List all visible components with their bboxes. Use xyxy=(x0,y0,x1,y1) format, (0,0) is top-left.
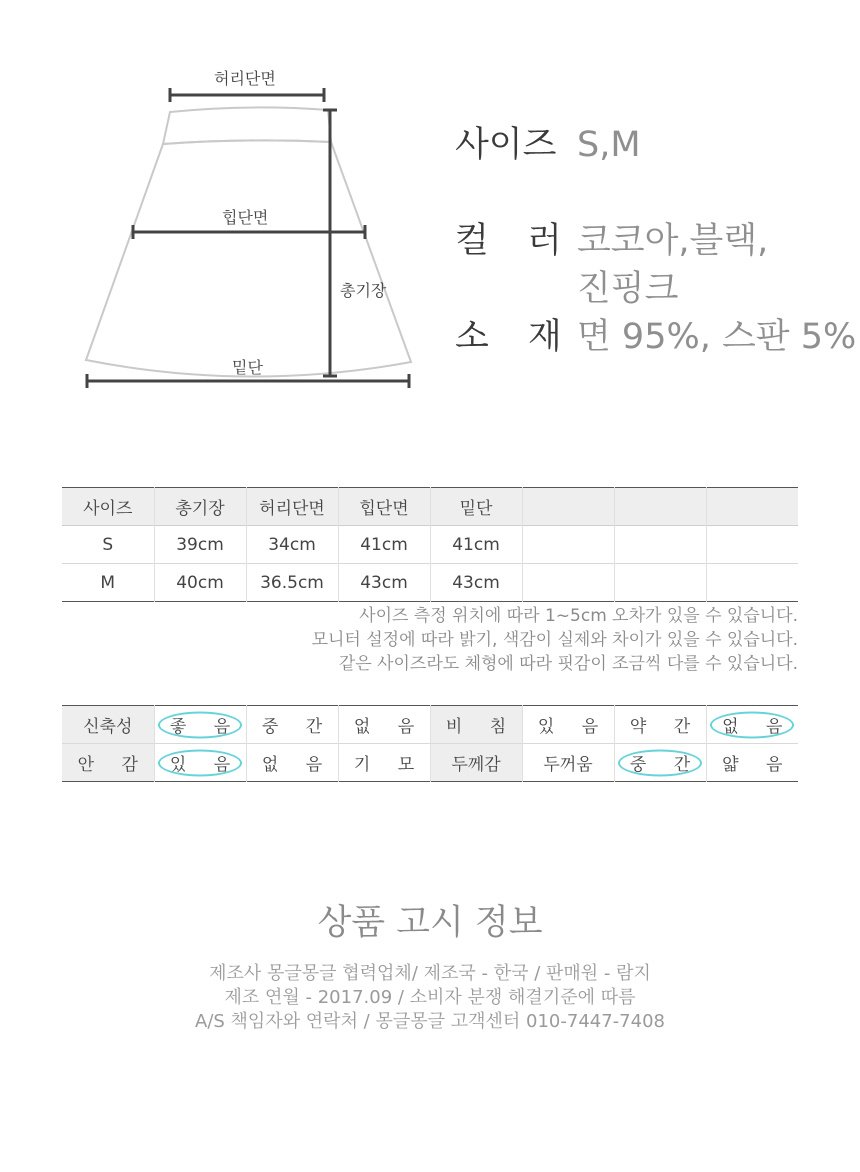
notice-line: 제조사 몽글몽글 협력업체/ 제조국 - 한국 / 판매원 - 람지 xyxy=(209,963,651,984)
feature-option-selected: 없 음 xyxy=(706,706,798,744)
size-cell: 36.5cm xyxy=(246,564,338,602)
size-cell: 41cm xyxy=(338,526,430,564)
spec-size-value: S,M xyxy=(577,125,641,165)
size-cell xyxy=(706,564,798,602)
spec-material-row xyxy=(455,310,856,364)
size-table-header xyxy=(62,488,798,526)
size-cell: 40cm xyxy=(154,564,246,602)
feature-option: 없 음 xyxy=(338,706,430,744)
spec-material-value: 면 95%, 스판 5% xyxy=(577,317,857,357)
size-cell xyxy=(614,526,706,564)
waist-measure-line xyxy=(170,88,324,102)
feature-table xyxy=(62,705,798,782)
feature-option-selected: 중 간 xyxy=(614,744,706,782)
spec-size-key: 사이즈 xyxy=(455,125,557,165)
size-cell: 43cm xyxy=(338,564,430,602)
feature-option: 없 음 xyxy=(246,744,338,782)
hem-label: 밑단 xyxy=(232,358,263,377)
spec-size-row xyxy=(455,118,641,172)
size-header-cell: 총기장 xyxy=(154,488,246,526)
notice-line: A/S 책임자와 연락처 / 몽글몽글 고객센터 010-7447-7408 xyxy=(195,1011,665,1032)
size-cell: 43cm xyxy=(430,564,522,602)
size-cell: 39cm xyxy=(154,526,246,564)
spec-color-value-line2: 진핑크 xyxy=(577,269,679,309)
size-cell xyxy=(522,526,614,564)
size-table xyxy=(62,487,798,602)
waist-label: 허리단면 xyxy=(214,69,276,88)
size-notes xyxy=(312,604,798,676)
size-cell: 41cm xyxy=(430,526,522,564)
note-line: 같은 사이즈라도 체형에 따라 핏감이 조금씩 다를 수 있습니다. xyxy=(338,654,798,674)
size-header-cell: 밑단 xyxy=(430,488,522,526)
size-cell xyxy=(614,564,706,602)
spec-color-row xyxy=(455,214,768,268)
length-label: 총기장 xyxy=(340,281,387,300)
spec-color-value-line1: 코코아,블랙, xyxy=(577,221,769,261)
feature-option-selected: 좋 음 xyxy=(154,706,246,744)
spec-material-key: 소 재 xyxy=(455,317,562,357)
table-row xyxy=(62,526,798,564)
feature-label-sheer: 비 침 xyxy=(430,706,522,744)
size-cell: M xyxy=(62,564,154,602)
feature-option: 약 간 xyxy=(614,706,706,744)
note-line: 모니터 설정에 따라 밝기, 색감이 실제와 차이가 있을 수 있습니다. xyxy=(311,630,798,650)
size-header-cell xyxy=(614,488,706,526)
table-row xyxy=(62,564,798,602)
size-cell: S xyxy=(62,526,154,564)
notice-line: 제조 연월 - 2017.09 / 소비자 분쟁 해결기준에 따름 xyxy=(224,987,636,1008)
feature-option-selected: 있 음 xyxy=(154,744,246,782)
feature-label-stretch: 신축성 xyxy=(62,706,154,744)
size-header-cell: 사이즈 xyxy=(62,488,154,526)
size-cell xyxy=(706,526,798,564)
size-header-cell xyxy=(706,488,798,526)
hip-label: 힙단면 xyxy=(222,208,269,227)
feature-option: 중 간 xyxy=(246,706,338,744)
feature-option: 얇 음 xyxy=(722,755,783,775)
table-row xyxy=(62,706,798,744)
note-line: 사이즈 측정 위치에 따라 1~5cm 오차가 있을 수 있습니다. xyxy=(359,606,798,626)
size-header-cell xyxy=(522,488,614,526)
size-header-cell: 허리단면 xyxy=(246,488,338,526)
feature-label-lining: 안 감 xyxy=(62,744,154,782)
skirt-outline-icon xyxy=(0,0,430,410)
feature-label-thickness: 두께감 xyxy=(430,744,522,782)
spec-color-key: 컬 러 xyxy=(455,221,562,261)
feature-label-brushed: 기 모 xyxy=(338,744,430,782)
notice-title: 상품 고시 정보 xyxy=(317,903,543,943)
skirt-measurement-diagram xyxy=(0,0,430,410)
feature-option: 두꺼움 xyxy=(522,744,614,782)
size-cell: 34cm xyxy=(246,526,338,564)
feature-option: 있 음 xyxy=(522,706,614,744)
table-row xyxy=(62,744,798,782)
notice-lines xyxy=(0,962,860,1034)
size-header-cell: 힙단면 xyxy=(338,488,430,526)
size-cell xyxy=(522,564,614,602)
